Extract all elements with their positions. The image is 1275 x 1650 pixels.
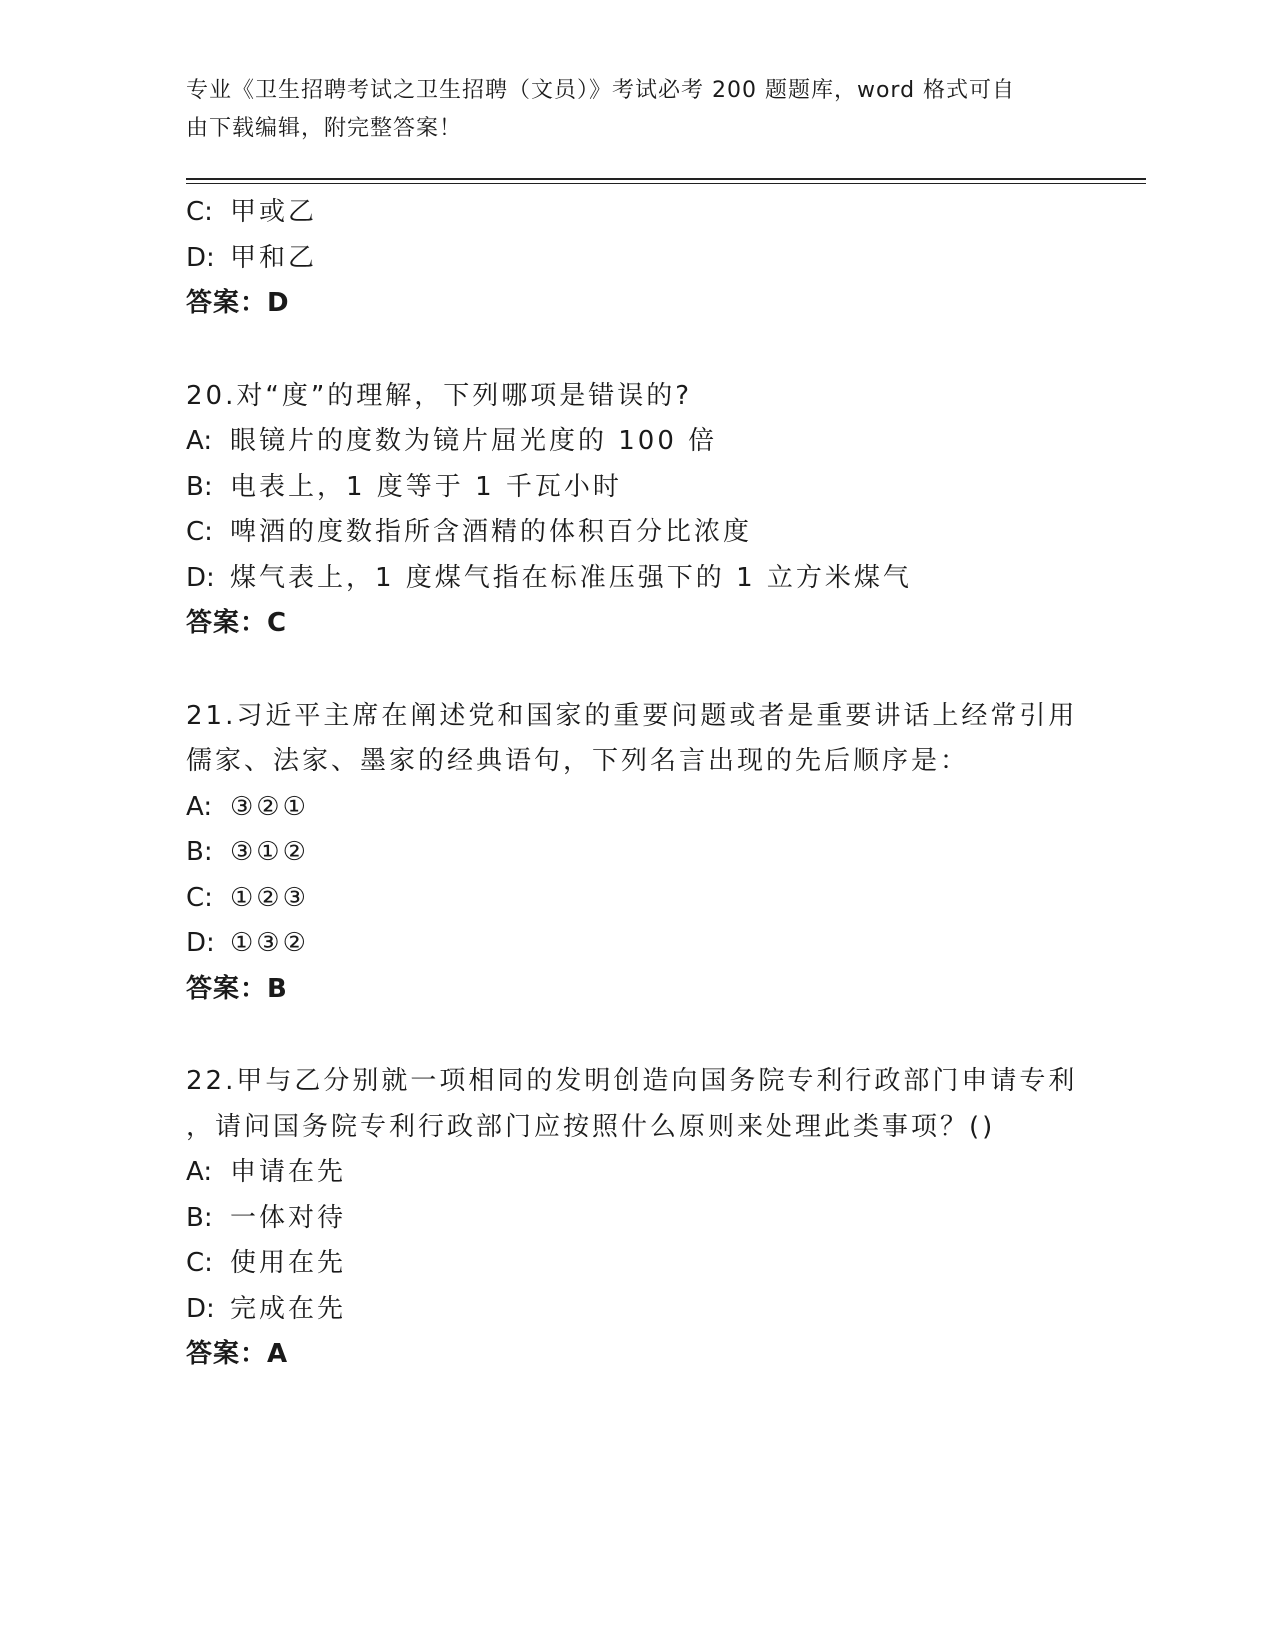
- header-line-1: 专业《卫生招聘考试之卫生招聘（文员）》考试必考 200 题题库，word 格式可自: [186, 78, 1016, 103]
- option-text: 一体对待: [230, 1202, 347, 1233]
- option-letter: A:: [186, 791, 213, 822]
- option-text: 电表上，1 度等于 1 千瓦小时: [230, 471, 622, 502]
- option-text: 啤酒的度数指所含酒精的体积百分比浓度: [230, 517, 753, 547]
- option-letter: C:: [186, 882, 213, 913]
- option-text: 煤气表上，1 度煤气指在标准压强下的 1 立方米煤气: [230, 562, 912, 593]
- answer-line: 答案：C: [186, 608, 288, 638]
- option-b: [186, 830, 1086, 876]
- option-b: [186, 1196, 1086, 1242]
- option-letter: C:: [186, 517, 213, 547]
- option-letter: D:: [186, 242, 215, 273]
- option-text: ①②③: [230, 882, 309, 913]
- option-text: ①③②: [230, 928, 309, 958]
- question-stem-continued: ，请问国务院专利行政部门应按照什么原则来处理此类事项？(): [186, 1111, 996, 1142]
- question-22: [186, 1059, 1086, 1378]
- option-d: [186, 921, 1086, 967]
- option-a: [186, 419, 1086, 465]
- option-text: 甲或乙: [230, 197, 318, 227]
- option-letter: C:: [186, 197, 213, 227]
- option-c: [186, 510, 1086, 556]
- header-divider-thick: [186, 178, 1146, 180]
- document-header: [186, 72, 1066, 148]
- previous-question-tail: [186, 190, 1086, 327]
- question-stem: 22.甲与乙分别就一项相同的发明创造向国务院专利行政部门申请专利: [186, 1066, 1078, 1096]
- option-letter: B:: [186, 837, 213, 867]
- question-20: [186, 374, 1086, 647]
- option-a: [186, 1150, 1086, 1196]
- option-letter: D:: [186, 562, 215, 593]
- option-d: [186, 1287, 1086, 1333]
- question-stem: 21.习近平主席在阐述党和国家的重要问题或者是重要讲话上经常引用: [186, 700, 1078, 731]
- option-c: [186, 190, 1086, 236]
- question-stem: 20.对“度”的理解，下列哪项是错误的?: [186, 380, 693, 411]
- option-d: [186, 236, 1086, 282]
- option-text: 甲和乙: [230, 242, 318, 273]
- option-c: [186, 876, 1086, 922]
- header-divider-thin: [186, 183, 1146, 184]
- option-text: ③②①: [230, 791, 309, 822]
- question-content: [186, 190, 1086, 1378]
- option-letter: C:: [186, 1248, 213, 1278]
- option-letter: B:: [186, 1202, 213, 1233]
- option-text: 申请在先: [230, 1157, 347, 1187]
- option-text: ③①②: [230, 837, 309, 867]
- option-letter: A:: [186, 1157, 213, 1187]
- answer-line: 答案：A: [186, 1339, 289, 1369]
- option-b: [186, 465, 1086, 511]
- option-text: 完成在先: [230, 1293, 347, 1324]
- answer-line: 答案：B: [186, 973, 288, 1004]
- option-text: 使用在先: [230, 1248, 347, 1278]
- question-stem-continued: 儒家、法家、墨家的经典语句，下列名言出现的先后顺序是：: [186, 746, 970, 776]
- option-letter: D:: [186, 928, 215, 958]
- answer-line: 答案：D: [186, 288, 290, 318]
- option-d: [186, 556, 1086, 602]
- question-21: [186, 694, 1086, 1013]
- option-letter: B:: [186, 471, 213, 502]
- option-c: [186, 1241, 1086, 1287]
- option-a: [186, 785, 1086, 831]
- option-letter: D:: [186, 1293, 215, 1324]
- option-text: 眼镜片的度数为镜片屈光度的 100 倍: [230, 426, 718, 456]
- option-letter: A:: [186, 426, 213, 456]
- header-line-2: 由下载编辑，附完整答案！: [186, 116, 463, 141]
